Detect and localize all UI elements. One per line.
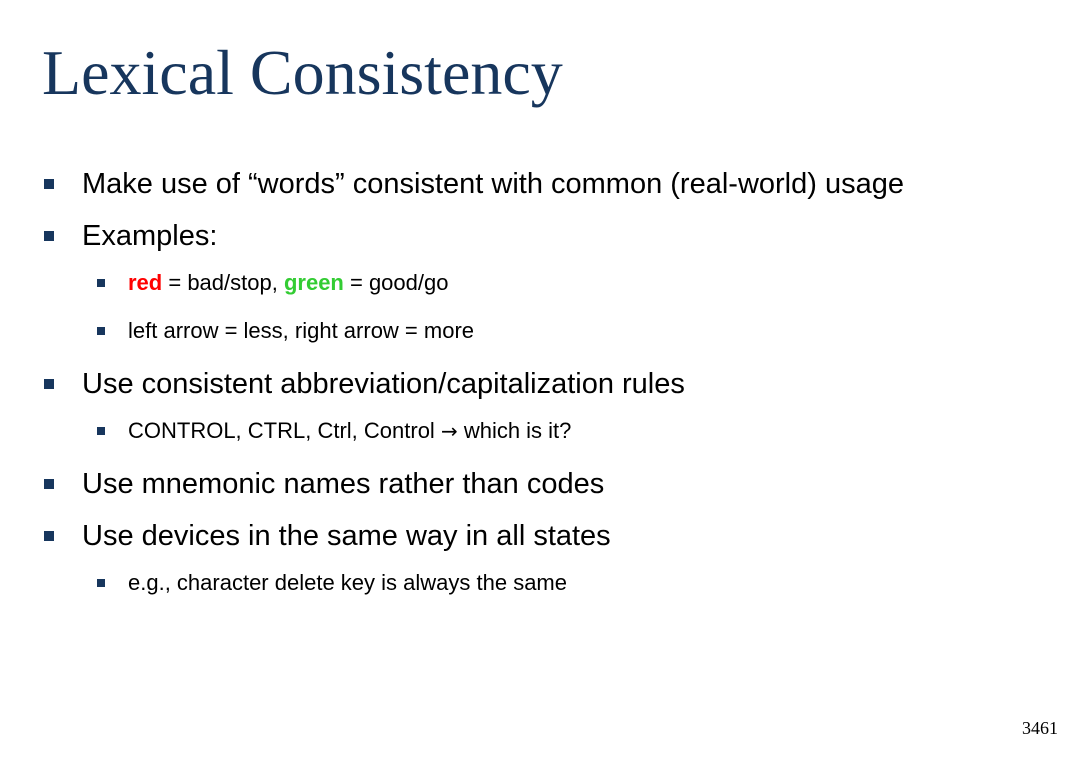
square-bullet-icon bbox=[44, 531, 54, 541]
square-bullet-icon bbox=[44, 179, 54, 189]
bullet-text: which is it? bbox=[457, 418, 572, 443]
square-bullet-icon bbox=[44, 479, 54, 489]
bullet-item bbox=[0, 464, 1080, 504]
bullet-text: Use consistent abbreviation/capitalization rules bbox=[82, 368, 685, 400]
sub-bullet-item bbox=[0, 416, 1080, 446]
bullet-text: Use devices in the same way in all states bbox=[82, 520, 611, 552]
sub-bullet-item bbox=[0, 316, 1080, 346]
bullet-text: left arrow = less, right arrow = more bbox=[128, 318, 475, 343]
square-bullet-icon bbox=[97, 427, 105, 435]
bullet-text: Use mnemonic names rather than codes bbox=[82, 468, 605, 500]
bullet-text: Make use of “words” consistent with common (real-world) usage bbox=[82, 168, 904, 200]
bullet-item bbox=[0, 216, 1080, 256]
bullet-text: CONTROL, CTRL, Ctrl, Control bbox=[128, 418, 441, 443]
bullet-item bbox=[0, 516, 1080, 556]
square-bullet-icon bbox=[44, 379, 54, 389]
square-bullet-icon bbox=[97, 279, 105, 287]
green-word: green bbox=[283, 270, 344, 295]
bullet-list bbox=[0, 164, 1080, 616]
square-bullet-icon bbox=[97, 579, 105, 587]
page-number: 3461 bbox=[1022, 718, 1058, 738]
sub-bullet-item bbox=[0, 268, 1080, 298]
bullet-item bbox=[0, 364, 1080, 404]
square-bullet-icon bbox=[44, 231, 54, 241]
bullet-text: e.g., character delete key is always the same bbox=[128, 570, 567, 595]
bullet-text: = bad/stop, bbox=[162, 270, 284, 295]
slide-title: Lexical Consistency bbox=[42, 37, 563, 108]
square-bullet-icon bbox=[97, 327, 105, 335]
sub-bullet-item bbox=[0, 568, 1080, 598]
red-word: red bbox=[128, 270, 163, 295]
bullet-item bbox=[0, 164, 1080, 204]
bullet-text: = good/go bbox=[343, 270, 449, 295]
right-arrow-icon: → bbox=[440, 419, 458, 443]
bullet-text: Examples: bbox=[82, 220, 218, 252]
